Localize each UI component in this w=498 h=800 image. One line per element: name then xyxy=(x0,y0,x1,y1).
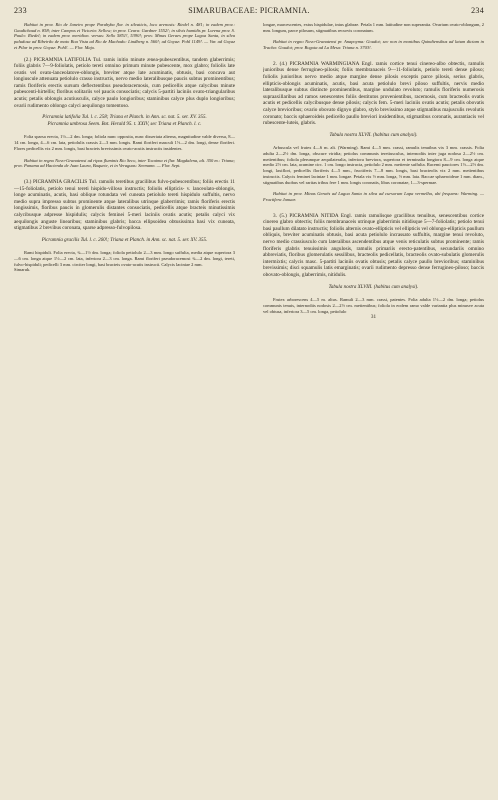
species-heading-warmingiana: 2. (4.) PICRAMNIA WARMINGIANA Engl. ramis cortice tenui cinereo-albo obtectis, ramulis junioribus dense ferrugineo-pilosis; foliis membranaceis 9—11-foliolatis, petiolo tereti dense piloso; foliolis junioribus nervo medio atque margine dense pilosis exceptis parce pilosis, serius glabris, ellipticis-oblongis acuminatis, acutis, basi acuta petiolulo brevi piloso suffultis, nervis medio lateralibusque subtus distincte prominentibus, margine undulato revoluto; ramulis floriferis numerosis supraaxillaribus ad ramos senescentes foliis destitutos provenientibus, racemosis, cum bracteolis ovatis acutis et pedicellis calycibusque dense pilosis; calycis fem. 5-meri laciniis ovatis acutis; petalis obovatis calyce brevioribus; ovario obovato dignyo glabro, stylo brevissimo atque stigmatibus majusculis revolutis coronato; baccis sphaeroideis pedicello paullo breviori insidentibus, stigmatibus coronatis, aurantiacis vel rubescente-luteis, glabris. xyxy=(263,60,484,127)
signature-mark: Simaruk. xyxy=(14,267,31,273)
description-latifolia: Folia sparsa erecta, 1½—2 dm. longa; foliola nunc opposita, nunc disseriata alterna, magnitudine valde diversa, 8—14 cm. longa, 4—6 cm. lata, petiolulis crassis 2—3 mm. longis. Rami floriferi masculi 1½—2 dm. longi, dense floriferi. Flores pedicellis vix 2 mm. longis, basi bracteis brevissimis ovato-acutis instructis insidentes. xyxy=(14,134,235,151)
description-continued: longae, marcescentes, extus hispidulae, intus glabrae. Petala 1 mm. latitudine non superantia. Ovarium ovato-oblongum, 2 mm. longum, parce pilosum, stigmatibus recurvis coronatum. xyxy=(263,22,484,33)
habitat-latifolia: Habitat in regno Novo-Granatensi ad ripas fluminis Rio Seco, inter Tocaima et flur. Magdalena, alt. 350 m.: Triana; prov. Panama ad Hacienda de Juan Laura, Baquete, et in Veraguas: Seemann. — Flor. Sept. xyxy=(14,157,235,169)
description-nitida: Frutex arborescens 4—5 m. altus. Ramuli 2—3 mm. crassi, patentes. Folia adulta 1½—2 dm. longa; petiolus communis tenuis, internodiis nodosis 2—2½ cm. metientibus; foliola in eodem ramo valde variantia plus minusve acuta vel obtusa, inferiora 3—5 cm. longa, petiolulo xyxy=(263,297,484,314)
habitat-gracilis: Habitat in regno Novo-Granatensi pr. Anapoyma: Goudot; sec non in montibus Quindiensibus ad latum dictam in Tracha: Goudot; prov. Bogota ad La Mesa: Triana n. 3703!. xyxy=(263,39,484,51)
citation-gracilis: Picramnia gracilis Tul. l. c. 260!; Triana et Planch. in Ann. sc. nat. 5. ser. XV. 355. xyxy=(41,237,208,243)
species-heading-nitida: 3. (5.) PICRAMNIA NITIDA Engl. ramis ramulisque gracilibus tenuibus, senescentibus cortice cinereo glabro obtectis; foliis membranaceis utrinque glaberrimis nitidisque 5—7-foliolatis; petiolo tenui basi paullum dilatato instructis; foliolis alternis ovato-ellipticis vel ellipticis vel oblongo-ellipticis paullum obliquis, breviter acuminatis obtusis, basi acuta petiolulo incrassato suffultis, margine tenui revoluto, nervo medio crassiusculo cum lateralibus ascendentibus atque venis reticulatis subtus prominente; ramis floriferis glabris tenuissimis angulosis, ramulis primariis erecto-patentibus, secundariis omnino abbreviatis, floribus glomerulatis sessilibus, bracteolis pedicellatis, bracteolis ovato-subulatis glomerulis intermixtis; calycis masc. 5-partiti laciniis ovatis obtusis; petalis calyce paullo brevioribus; staminibus brevissimis; disci squamulis latis emarginatis; ovarii rudimento depresso dense ferrugineo-piloso; baccis obovato-oblongis, glaberrimis, nitidulis. xyxy=(263,212,484,279)
page-number-left: 233 xyxy=(14,6,27,15)
running-title: SIMARUBACEAE: PICRAMNIA. xyxy=(188,6,310,15)
page-header xyxy=(14,6,484,18)
plate-reference-47: Tabula nostra XLVII. (habitus cum analysi). xyxy=(329,132,418,138)
habitat-warmingiana: Habitat in prov. Minas Geraës ad Lagoa Santa in silva ad cursorum Lapa vermelha, ubi frequens: Warming. — Fructifera Januar. xyxy=(263,191,484,202)
left-column xyxy=(14,22,235,790)
citation-umbrosa: Picramnia umbrosa Seem. Bot. Herald 95. t. XXIV, sec Triana et Planch. l. c. xyxy=(47,121,202,127)
habitat-paragraph: Habitat in prov. Rio de Janeiro prope Parahyba flor. in silvaticis, loco arenosis: Riedel n. 481; in eadem prov.: Gaudichaud n. 858; inter Campos et Victoria: Sellow; in prov. Ceara: Gardner 1552!; in silvis humidis pr. Lorena prov. S. Paulo: Riedel; in eadem prov. meridion. versus: Sello 5851!, 5390!; prov. Minas Geraes prope Lagoa Santa, in silva paludosa ad Ribeirão de mato Boa Vista ad Rio de Machado: Lindberg n. 560!; ad Goyaz: Pohl 1149!. — Var. ad Goyaz et Pilar in prov. Goyaz: Pohl!. — Flor. Majo. xyxy=(14,22,235,50)
citation-latifolia: Picramnia latifolia Tul. l. c. 258; Triana et Planch. in Ann. sc. nat. 5. ser. XV. 355. xyxy=(42,115,207,121)
description-warmingiana: Arbuscula vel frutex 4—6 m. alt. (Warming). Rami 4—5 mm. crassi, ramulis tenuibus vix 3 mm. crassis. Folia adulta 2—2½ dm. longa, obscure viridia; petiolus communis teretiusculus, internodiis inter juga nodosa 2—2½ cm. metientibus; foliola plerumque aequilateralia, inferiora breviora, superiora et terminalia longiora 8—9 cm. longa atque medio 2½ cm. lata, acumine circ. 1 cm. longo instructa, petiolulo 2 mm. metiente suffulta. Racemi pauciores 1½—2½ dm. longi, laxiflori, pedicellis floriferis 4—5 mm., fructiferis 7—8 mm. longis, basi bracteolis vix 2 mm. metientibus instructis. Calycis feminei laciniae 1 mm. longae. Petala vix ½ mm. longa, ½ mm. lata. Baccae sphaeroideae 1 mm. diam., stigmatibus duobus vel raritas tribus fere 1 mm. longis coronatis, libus coronatae, 1—3-spermae. xyxy=(263,145,484,185)
sheet-number: 31 xyxy=(370,314,377,321)
species-heading-gracilis: (3.) PICRAMNIA GRACILIS Tul. ramulis teretibus gracilibus fulvo-pubescentibus; foliis erectis 11—15-foliolatis, petiolo tenui tereti hispido-villoso instructis; foliolis ellipticis- v. lanceolato-oblongis, longe acuminatis, acutis, basi oblique rotundata vel cuneata petiolulo tereti hispidulo suffultis, nervo medio supra impresso subtus prominente atque lateralibus utrinque glaberrimis; ramis floriferis erectis longissimis, floribus paucis in glomerulis distantes consociatis, pedicellis atque bracteis minutissimis calycibusque adpresse hispidulis; calycis feminei 5-meri laciniis ovatis acutis; petalis calyci vix aequilongis anguste linearibus; staminibus glabris; bacca ellipsoidea obtusissima basi vix cuneata, stigmatibus 2 brevibus coronata, sparse adpresso-fulvopilosa. xyxy=(14,178,235,232)
description-gracilis: Rami hispiduli. Folia erecta, ¾—1½ dm. longa; foliola petiolulo 2—3 mm. longo suffulta, media atque superiora 3—6 cm. longa atque 1½—2 cm. lata, inferiora 2—3 cm. longa. Rami floriferi pseudoracemosi ¾—2 dm. longi, tereti, fulvo-hispiduli; pedicelli 3 mm. circiter longi, basi bracteis ovato-acutis instructi. Calycis laciniae 2 mm. xyxy=(14,250,235,267)
right-column xyxy=(263,22,484,790)
species-heading-latifolia: (2.) PICRAMNIA LATIFOLIA Tul. ramis initio minute ænea-pubescentibus, tandem glaberrimis; foliis glabris 7—9-foliolatis, petiolo tereti omnino primum minute pubescente, mox glabro; foliolis late ovatis vel ovato-lanceolatove-oblongis, breviter atque late acuminatis, obtusis, basi concava aut longiuscule attenuata petiolulo crasso instructis, nervo medio lateralibusque paucis subtus prominentibus; ramis floriferis erectis sursum deflectentibus pseudoracemosis, cum pedicellis atque calycibus minute pubescenti-hirtellis; floribus solitariis vel paucis consociatis; calycis 5-partiti laciniis ovato-triangularibus acutis; petalis oblongis acutiusculis, calyce paulo longioribus; staminibus calyce plus duplo longioribus; ovarii rudimento oblongo calyci aequilongo tomentoso. xyxy=(14,56,235,109)
page-number-right: 234 xyxy=(471,6,484,15)
plate-reference-48: Tabula nostra XLVIII. (habitus cum analysi). xyxy=(328,284,419,290)
